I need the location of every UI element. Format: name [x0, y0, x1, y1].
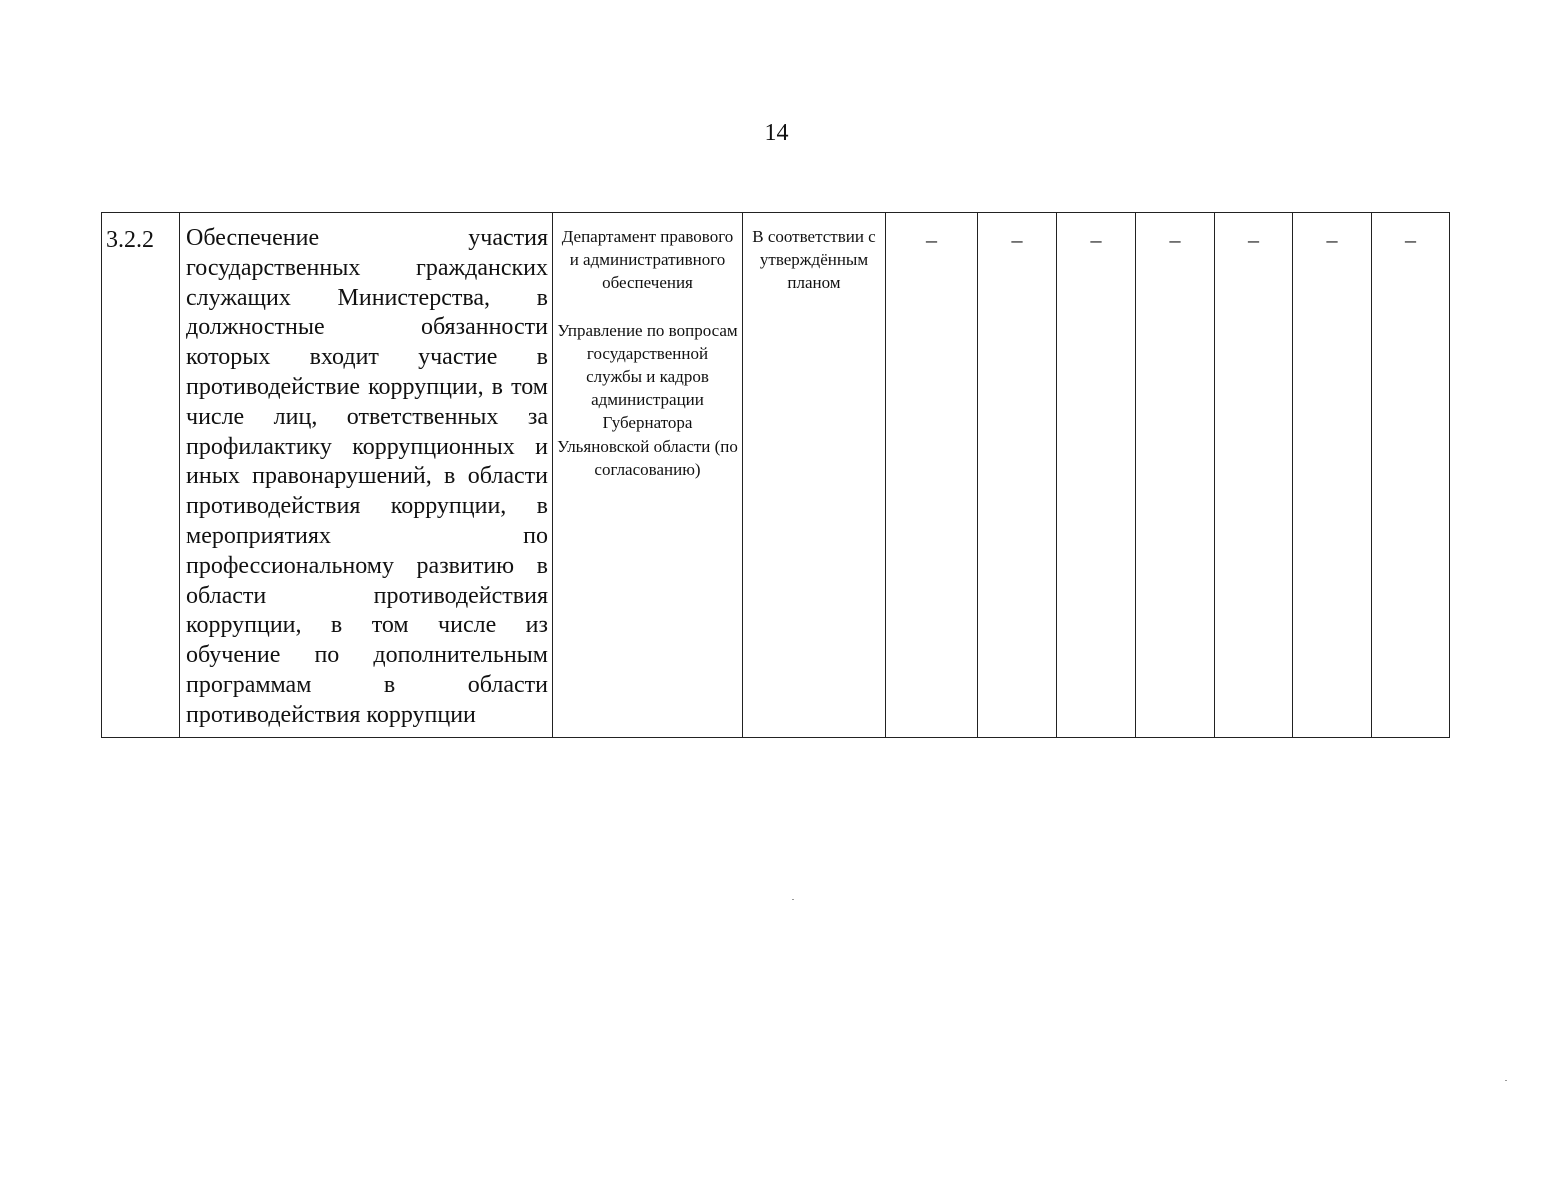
responsible-administration: Управление по вопросам государственной службы и кадров администрации Губернатора Ульяновской области (по согласованию)	[557, 320, 738, 479]
value-cell: –	[886, 213, 978, 738]
activity-description: Обеспечение участия государственных гражданских служащих Министерства, в должностные обязанности которых входит участие в противодействие коррупции, в том числе лиц, ответственных за профилактику коррупционных и иных правонарушений, в области противодействия коррупции, в мероприятиях по профессиональному развитию в области противодействия коррупции, в том числе из обучение по дополнительным программам в области противодействия коррупции	[186, 225, 548, 728]
value-cell: –	[1372, 213, 1450, 738]
deadline-cell	[743, 213, 886, 738]
value-cell: –	[1215, 213, 1293, 738]
value-cell: –	[978, 213, 1057, 738]
row-number: 3.2.2	[102, 213, 180, 738]
plan-table	[101, 212, 1450, 738]
responsible-department: Департамент правового и административного обеспечения	[561, 227, 734, 293]
responsible-cell	[553, 213, 743, 738]
value-cell: –	[1057, 213, 1136, 738]
scan-speck	[792, 899, 794, 900]
scan-speck	[1505, 1080, 1507, 1081]
table-row	[102, 213, 1450, 738]
value-cell: –	[1136, 213, 1215, 738]
value-cell: –	[1293, 213, 1372, 738]
activity-description-cell	[180, 213, 553, 738]
deadline-text: В соответствии с утверждённым планом	[752, 227, 876, 293]
page-number: 14	[764, 120, 789, 146]
